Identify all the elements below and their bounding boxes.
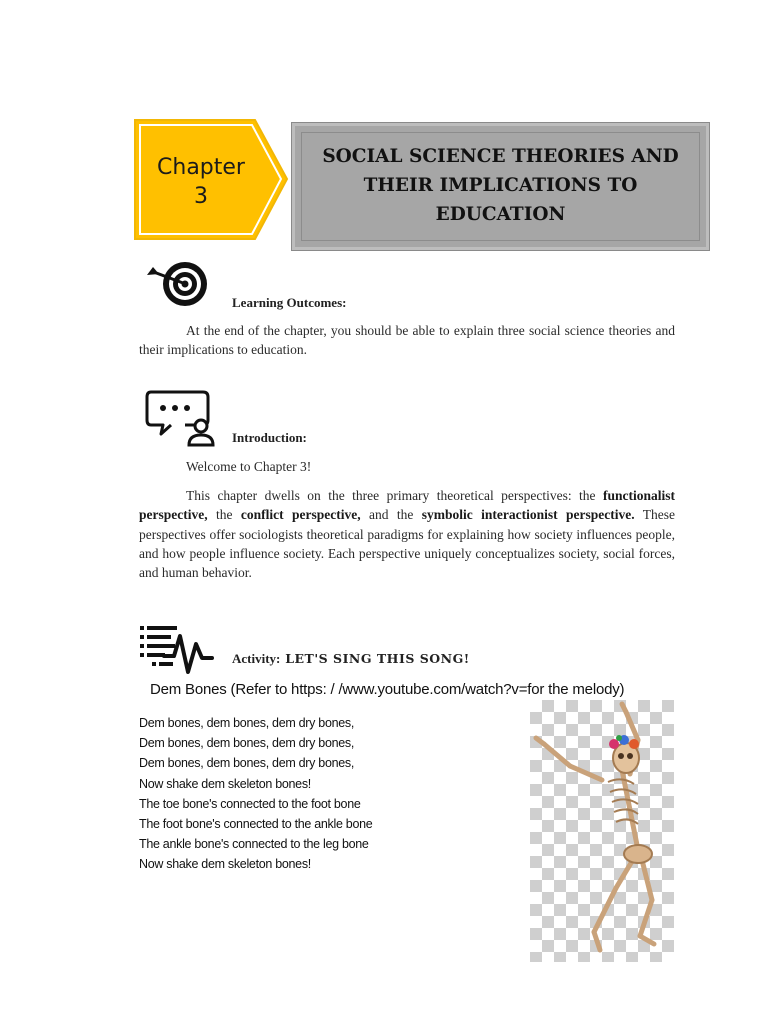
- chapter-label: Chapter: [157, 155, 245, 180]
- lyric-line: The foot bone's connected to the ankle bone: [139, 817, 373, 832]
- activity-heading: [232, 651, 470, 667]
- lyric-line: The ankle bone's connected to the leg bone: [139, 837, 369, 852]
- activity-title: LET'S SING THIS SONG!: [285, 651, 470, 666]
- chapter-number: 3: [194, 184, 208, 209]
- chat-bubble-user-icon: [145, 390, 217, 453]
- learning-outcomes-heading: Learning Outcomes:: [232, 295, 347, 310]
- term-symbolic-interactionist: symbolic interactionist perspective.: [421, 507, 635, 523]
- introduction-welcome: Welcome to Chapter 3!: [186, 459, 312, 474]
- lyric-line: Dem bones, dem bones, dem dry bones,: [139, 716, 355, 730]
- chapter-title-box: [292, 123, 709, 250]
- title-line-2: THEIR IMPLICATIONS TO: [363, 175, 638, 196]
- introduction-paragraph: This chapter dwells on the three primary theoretical perspectives: the functionalist perspective, the conflict perspective, and the symbolic interactionist perspective. These perspectives offer sociologists theoretical paradigms for explaining how society influences people, and how people influence society. Each perspective uniquely conceptualizes society, social forces, and human behavior.: [139, 488, 675, 581]
- title-line-3: EDUCATION: [435, 204, 566, 225]
- lyric-line: Dem bones, dem bones, dem dry bones,: [139, 736, 355, 751]
- lyric-line: Dem bones, dem bones, dem dry bones,: [139, 756, 355, 771]
- title-line-1: SOCIAL SCIENCE THEORIES AND: [322, 146, 679, 167]
- audio-waveform-icon: [138, 622, 214, 683]
- chapter-title: [295, 142, 706, 229]
- learning-outcomes-text: At the end of the chapter, you should be able to explain three social science theories and their implications to education.: [139, 323, 675, 358]
- lyric-line: Now shake dem skeleton bones!: [139, 776, 311, 791]
- target-arrow-icon: [145, 261, 211, 312]
- song-title: Dem Bones (Refer to https: / /www.youtube.com/watch?v=for the melody): [150, 681, 625, 698]
- dancing-skeleton-image: [530, 700, 674, 962]
- term-functionalist: functionalist perspective,: [139, 488, 675, 523]
- introduction-heading: Introduction:: [232, 430, 307, 445]
- lyric-line: Now shake dem skeleton bones!: [139, 857, 311, 872]
- lyric-line: The toe bone's connected to the foot bone: [139, 796, 361, 811]
- song-lyrics: [139, 713, 372, 875]
- term-conflict: conflict perspective,: [240, 507, 361, 523]
- chapter-badge: [133, 118, 289, 242]
- activity-label: Activity:: [232, 651, 281, 666]
